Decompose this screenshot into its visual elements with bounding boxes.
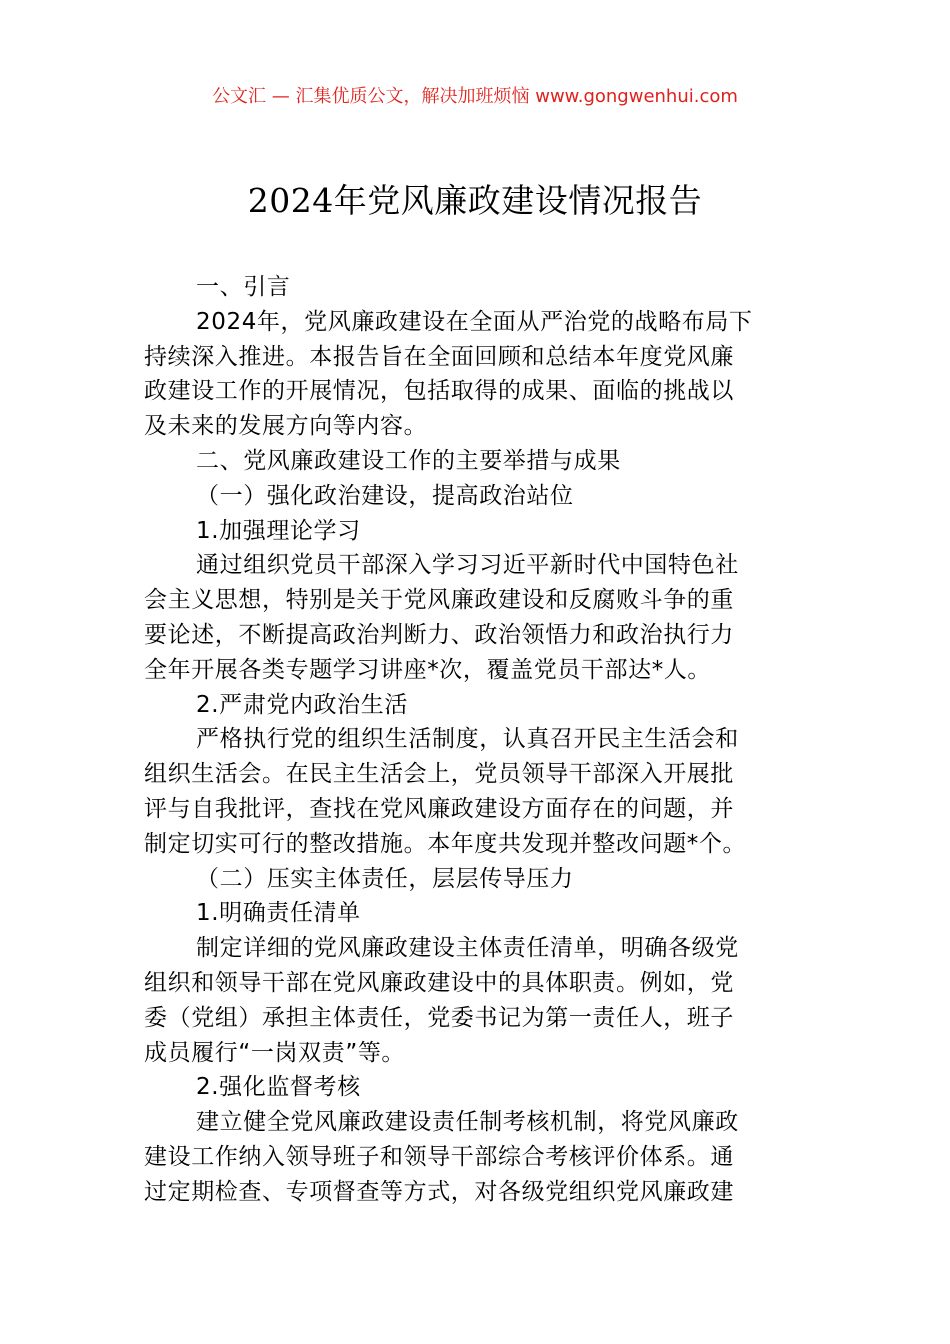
- text-line: 一、引言: [196, 274, 291, 300]
- site-banner: 公文汇 — 汇集优质公文，解决加班烦恼 www.gongwenhui.com: [212, 86, 738, 107]
- text-line: （二）压实主体责任，层层传导压力: [196, 865, 574, 892]
- text-line: 1.明确责任清单: [196, 900, 361, 927]
- text-line: 1.加强理论学习: [196, 517, 361, 544]
- text-line: 要论述，不断提高政治判断力、政治领悟力和政治执行力: [144, 621, 734, 648]
- text-line: 2.强化监督考核: [196, 1074, 361, 1101]
- text-line: 制定切实可行的整改措施。本年度共发现并整改问题*个。: [144, 830, 747, 857]
- text-line: 建设工作纳入领导班子和领导干部综合考核评价体系。通: [144, 1143, 734, 1170]
- text-line: 及未来的发展方向等内容。: [144, 413, 428, 440]
- text-line: 组织和领导干部在党风廉政建设中的具体职责。例如，党: [144, 969, 734, 996]
- text-line: 过定期检查、专项督查等方式，对各级党组织党风廉政建: [144, 1178, 734, 1205]
- text-line: 委（党组）承担主体责任，党委书记为第一责任人，班子: [144, 1004, 734, 1031]
- document-body: [144, 270, 810, 1210]
- text-line: 持续深入推进。本报告旨在全面回顾和总结本年度党风廉: [144, 343, 734, 370]
- text-line: 政建设工作的开展情况，包括取得的成果、面临的挑战以: [144, 378, 734, 405]
- text-line: 二、党风廉政建设工作的主要举措与成果: [196, 447, 621, 474]
- page-title: 2024年党风廉政建设情况报告: [247, 181, 703, 220]
- text-line: 严格执行党的组织生活制度，认真召开民主生活会和: [196, 726, 739, 753]
- text-line: 组织生活会。在民主生活会上，党员领导干部深入开展批: [144, 761, 734, 788]
- text-line: 2024年，党风廉政建设在全面从严治党的战略布局下: [196, 308, 753, 335]
- text-line: 会主义思想，特别是关于党风廉政建设和反腐败斗争的重: [144, 587, 734, 614]
- text-line: 制定详细的党风廉政建设主体责任清单，明确各级党: [196, 935, 739, 962]
- text-line: （一）强化政治建设，提高政治站位: [196, 482, 574, 509]
- text-line: 2.严肃党内政治生活: [196, 691, 408, 718]
- text-line: 建立健全党风廉政建设责任制考核机制，将党风廉政: [196, 1109, 739, 1136]
- text-line: 全年开展各类专题学习讲座*次，覆盖党员干部达*人。: [144, 656, 711, 683]
- text-line: 通过组织党员干部深入学习习近平新时代中国特色社: [196, 552, 739, 579]
- text-line: 成员履行“一岗双责”等。: [144, 1039, 406, 1066]
- text-line: 评与自我批评，查找在党风廉政建设方面存在的问题，并: [144, 795, 734, 822]
